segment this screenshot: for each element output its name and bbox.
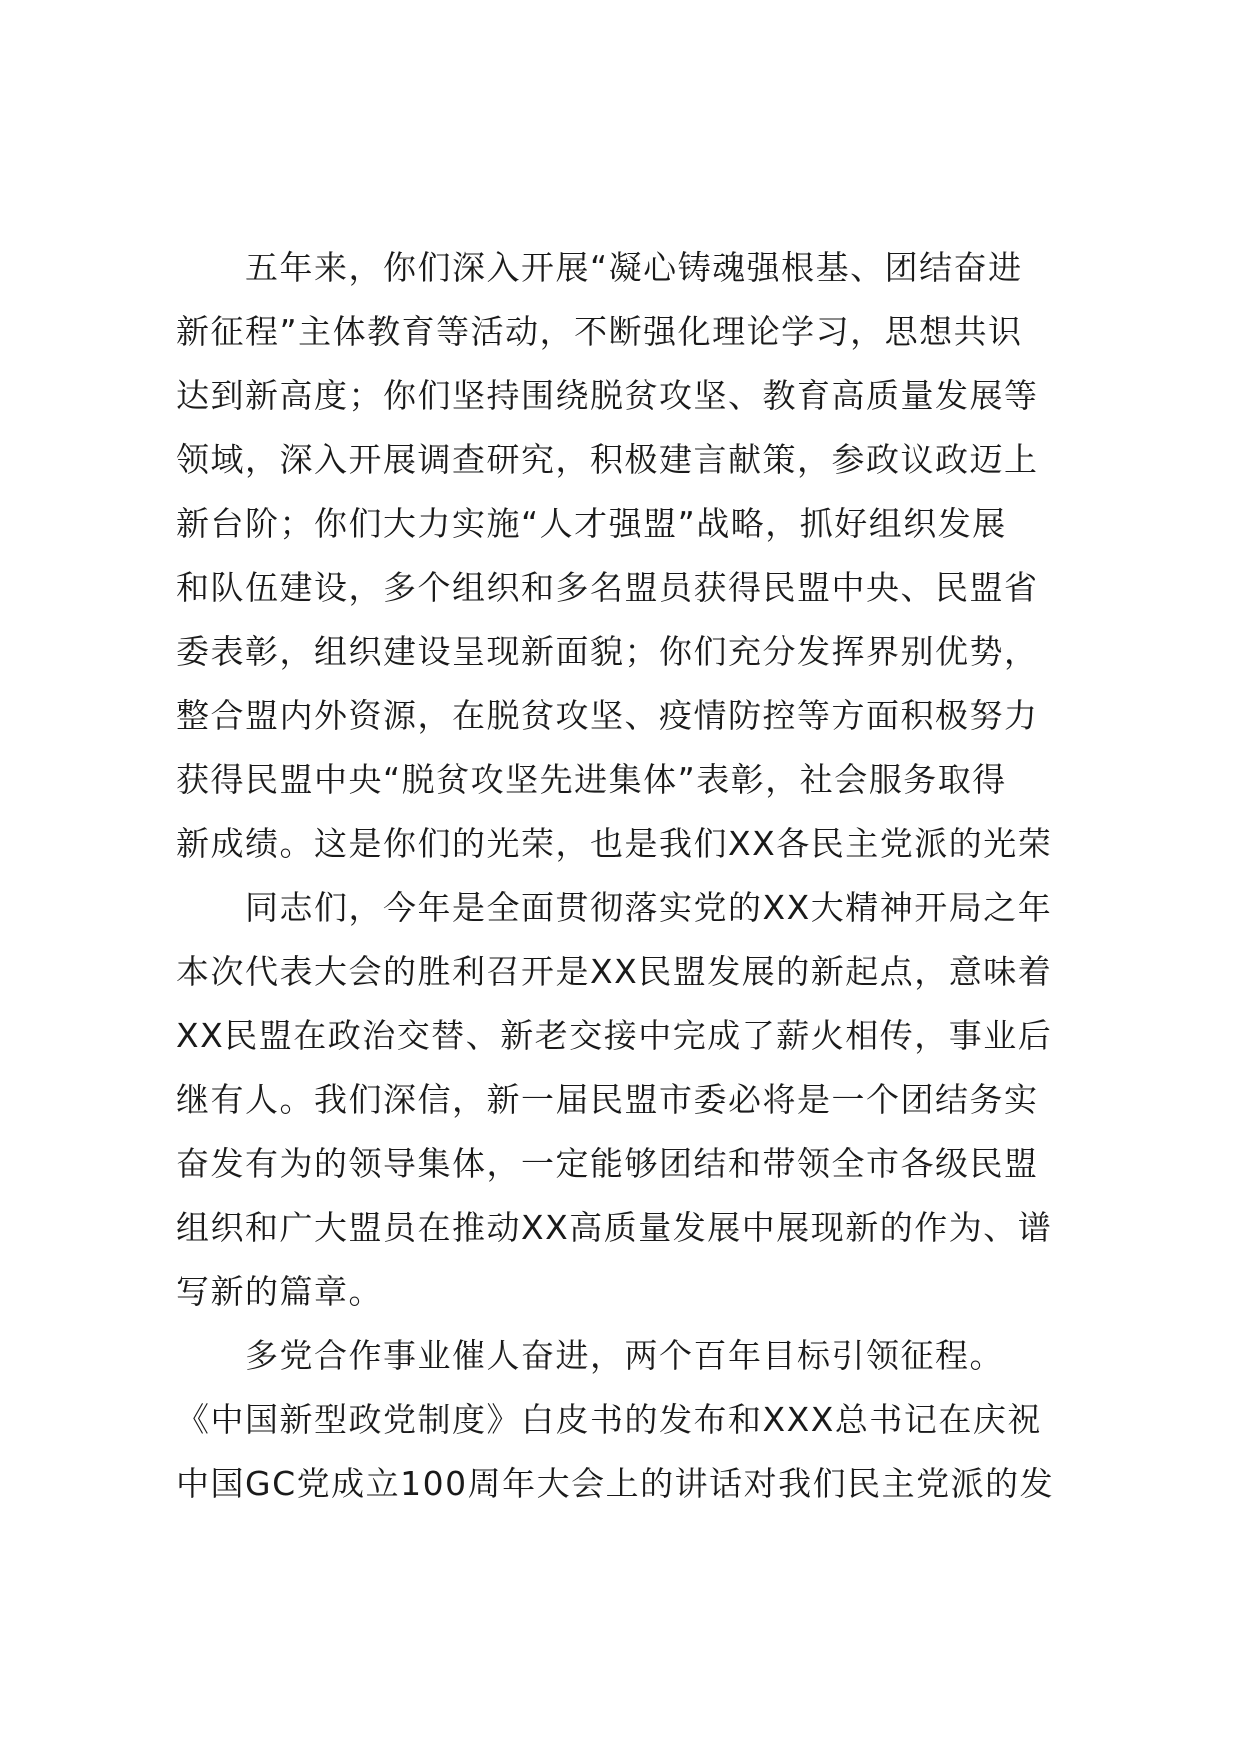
paragraph-achievements (176, 236, 1106, 876)
paragraph-cooperation (176, 1324, 1106, 1516)
text-line: 新成绩。这是你们的光荣，也是我们XX各民主党派的光荣 (176, 824, 1053, 863)
text-line: 奋发有为的领导集体，一定能够团结和带领全市各级民盟 (176, 1144, 1039, 1183)
text-line: 同志们，今年是全面贯彻落实党的XX大精神开局之年 (176, 888, 1053, 927)
text-line: 本次代表大会的胜利召开是XX民盟发展的新起点，意味着 (176, 952, 1053, 991)
text-line: 五年来，你们深入开展“凝心铸魂强根基、团结奋进 (176, 248, 1023, 287)
text-line: 委表彰，组织建设呈现新面貌；你们充分发挥界别优势， (176, 632, 1039, 671)
text-line: 中国GC党成立100周年大会上的讲话对我们民主党派的发 (176, 1464, 1055, 1503)
text-line: 和队伍建设，多个组织和多名盟员获得民盟中央、民盟省 (176, 568, 1039, 607)
text-line: 达到新高度；你们坚持围绕脱贫攻坚、教育高质量发展等 (176, 376, 1039, 415)
text-line: 多党合作事业催人奋进，两个百年目标引领征程。 (176, 1336, 1004, 1375)
text-line: 新征程”主体教育等活动，不断强化理论学习，思想共识 (176, 312, 1023, 351)
paragraph-congress (176, 876, 1106, 1324)
text-line: 新台阶；你们大力实施“人才强盟”战略，抓好组织发展 (176, 504, 1007, 543)
text-line: 领域，深入开展调查研究，积极建言献策，参政议政迈上 (176, 440, 1039, 479)
text-line: 继有人。我们深信，新一届民盟市委必将是一个团结务实 (176, 1080, 1039, 1119)
text-line: 整合盟内外资源，在脱贫攻坚、疫情防控等方面积极努力 (176, 696, 1039, 735)
document-body (176, 236, 1106, 1516)
text-line: 获得民盟中央“脱贫攻坚先进集体”表彰，社会服务取得 (176, 760, 1007, 799)
text-line: 《中国新型政党制度》白皮书的发布和XXX总书记在庆祝 (176, 1400, 1042, 1439)
text-line: XX民盟在政治交替、新老交接中完成了薪火相传，事业后 (176, 1016, 1053, 1055)
text-line: 写新的篇章。 (176, 1272, 383, 1311)
text-line: 组织和广大盟员在推动XX高质量发展中展现新的作为、谱 (176, 1208, 1053, 1247)
